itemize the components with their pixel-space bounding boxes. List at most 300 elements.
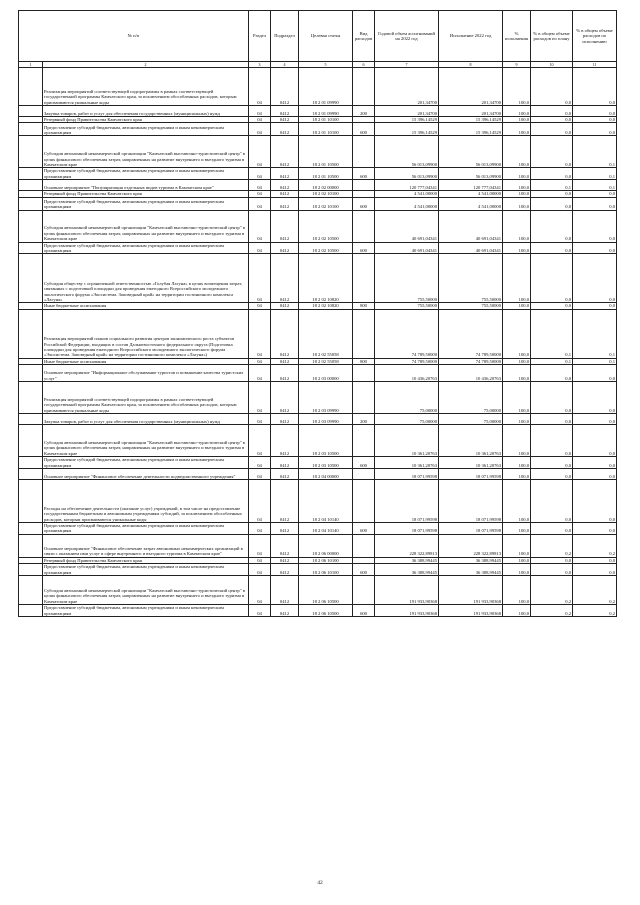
row-target-article: 18 2 03 10500 <box>299 425 353 457</box>
row-podrazdel: 0412 <box>271 414 299 425</box>
table-row <box>19 457 617 469</box>
table-row <box>19 523 617 535</box>
row-share-fact: 0,0 <box>573 68 617 106</box>
row-expense-type: 200 <box>353 414 375 425</box>
row-name: Субсидия автономной некоммерческой организации "Камчатский выставочно-туристический центр" в целях финансового обеспечения затрат, направленных на развитие внутреннего и въездного туризма в Камчатском крае <box>43 425 249 457</box>
row-razdel: 04 <box>249 534 271 557</box>
row-name: Субсидия автономной некоммерческой организации "Камчатский выставочно-туристический центр" в целях финансового обеспечения затрат, направленных на развитие внутреннего и въездного туризма в Камчатском крае <box>43 136 249 168</box>
header-share-fact: % в общем объеме расходов по исполнению <box>573 11 617 62</box>
row-share-plan: 0,0 <box>531 469 573 480</box>
row-podrazdel: 0412 <box>271 180 299 191</box>
row-name: Закупка товаров, работ и услуг для обеспечения государственных (муниципальных) нужд <box>43 414 249 425</box>
row-fact: 56 013,09900 <box>439 136 503 168</box>
column-number: 10 <box>531 62 573 68</box>
row-razdel: 04 <box>249 523 271 535</box>
row-razdel: 04 <box>249 242 271 254</box>
row-pct: 100,0 <box>503 210 531 242</box>
row-razdel: 04 <box>249 480 271 523</box>
row-pct: 100,0 <box>503 534 531 557</box>
table-row <box>19 68 617 106</box>
row-razdel: 04 <box>249 210 271 242</box>
row-pct: 100,0 <box>503 557 531 563</box>
table-row <box>19 106 617 117</box>
row-number-cell <box>19 576 43 605</box>
row-target-article: 18 2 02 55058 <box>299 309 353 358</box>
row-share-plan: 0,0 <box>531 425 573 457</box>
row-number-cell <box>19 180 43 191</box>
row-name: Реализация мероприятий соответствующей подпрограммы в рамках соответствующей государственной программы Камчатского края, за исключением обособленных расходов, которым присваиваются уникальные коды <box>43 382 249 414</box>
row-number-cell <box>19 106 43 117</box>
row-plan: 228 322,89813 <box>375 534 439 557</box>
row-razdel: 04 <box>249 191 271 197</box>
row-expense-type: 600 <box>353 523 375 535</box>
row-number-cell <box>19 365 43 382</box>
row-expense-type: 600 <box>353 457 375 469</box>
row-podrazdel: 0412 <box>271 68 299 106</box>
row-share-plan: 0,0 <box>531 414 573 425</box>
budget-table <box>18 10 617 617</box>
row-plan: 18 071,99598 <box>375 523 439 535</box>
row-expense-type <box>353 480 375 523</box>
row-razdel: 04 <box>249 68 271 106</box>
row-name: Основное мероприятие "Финансовое обеспечение затрат автономных некоммерческих организаций в связи с оказанием ими услуг в сфере внутреннего и въездного туризма в Камчатском крае" <box>43 534 249 557</box>
row-razdel: 04 <box>249 180 271 191</box>
table-row <box>19 605 617 617</box>
row-pct: 100,0 <box>503 197 531 210</box>
row-share-fact: 0,0 <box>573 197 617 210</box>
column-number: 4 <box>271 62 299 68</box>
row-share-fact: 0,0 <box>573 564 617 576</box>
row-pct: 100,0 <box>503 457 531 469</box>
row-razdel: 04 <box>249 605 271 617</box>
column-number: 8 <box>439 62 503 68</box>
row-share-plan: 0,0 <box>531 242 573 254</box>
row-podrazdel: 0412 <box>271 358 299 364</box>
row-target-article: 18 2 03 00000 <box>299 365 353 382</box>
row-razdel: 04 <box>249 136 271 168</box>
row-target-article: 18 2 02 10820 <box>299 303 353 309</box>
table-row <box>19 254 617 303</box>
row-pct: 100,0 <box>503 564 531 576</box>
row-share-plan: 0,2 <box>531 605 573 617</box>
row-share-plan: 0,1 <box>531 309 573 358</box>
header-pct: % исполнения <box>503 11 531 62</box>
row-name: Закупка товаров, работ и услуг для обеспечения государственных (муниципальных) нужд <box>43 106 249 117</box>
row-podrazdel: 0412 <box>271 210 299 242</box>
row-plan: 15 396,14529 <box>375 123 439 136</box>
column-number: 3 <box>249 62 271 68</box>
row-name: Предоставление субсидий бюджетным, автономным учреждениям и иным некоммерческим организациям <box>43 197 249 210</box>
row-pct: 100,0 <box>503 309 531 358</box>
row-expense-type: 600 <box>353 242 375 254</box>
row-number-cell <box>19 382 43 414</box>
row-razdel: 04 <box>249 414 271 425</box>
row-podrazdel: 0412 <box>271 117 299 123</box>
header-plan: Годовой объем ассигнований на 2022 год <box>375 11 439 62</box>
row-expense-type <box>353 136 375 168</box>
row-razdel: 04 <box>249 382 271 414</box>
row-podrazdel: 0412 <box>271 469 299 480</box>
row-target-article: 18 2 06 00000 <box>299 534 353 557</box>
column-number: 9 <box>503 62 531 68</box>
row-number-cell <box>19 605 43 617</box>
row-plan: 201,34700 <box>375 68 439 106</box>
row-podrazdel: 0412 <box>271 309 299 358</box>
row-pct: 100,0 <box>503 191 531 197</box>
row-plan: 4 541,00000 <box>375 191 439 197</box>
row-share-plan: 0,0 <box>531 557 573 563</box>
header-podrazdel: Подраздел <box>271 11 299 62</box>
row-name: Иные бюджетные ассигнования <box>43 303 249 309</box>
header-expense-type: Вид расходов <box>353 11 375 62</box>
row-target-article: 18 2 02 10500 <box>299 242 353 254</box>
column-number: 1 <box>19 62 43 68</box>
row-expense-type: 800 <box>353 303 375 309</box>
row-pct: 100,0 <box>503 303 531 309</box>
row-target-article: 18 2 04 10140 <box>299 523 353 535</box>
column-number: 7 <box>375 62 439 68</box>
row-podrazdel: 0412 <box>271 557 299 563</box>
row-razdel: 04 <box>249 168 271 180</box>
column-number: 5 <box>299 62 353 68</box>
header-num: № п/п <box>19 11 249 62</box>
row-share-fact: 0,0 <box>573 457 617 469</box>
row-pct: 100,0 <box>503 523 531 535</box>
row-name: Иные бюджетные ассигнования <box>43 358 249 364</box>
row-name: Основное мероприятие "Популяризация отдельных видов туризма в Камчатском крае" <box>43 180 249 191</box>
row-pct: 100,0 <box>503 414 531 425</box>
row-name: Резервный фонд Правительства Камчатского края <box>43 117 249 123</box>
row-name: Предоставление субсидий бюджетным, автономным учреждениям и иным некоммерческим организациям <box>43 123 249 136</box>
row-target-article: 18 2 01 09990 <box>299 68 353 106</box>
row-expense-type <box>353 382 375 414</box>
table-row <box>19 136 617 168</box>
row-podrazdel: 0412 <box>271 106 299 117</box>
row-target-article: 18 2 01 10500 <box>299 168 353 180</box>
row-pct: 100,0 <box>503 242 531 254</box>
row-expense-type <box>353 68 375 106</box>
row-expense-type <box>353 576 375 605</box>
row-expense-type: 600 <box>353 605 375 617</box>
row-podrazdel: 0412 <box>271 425 299 457</box>
row-expense-type: 600 <box>353 168 375 180</box>
row-share-fact: 0,0 <box>573 557 617 563</box>
row-fact: 74 789,50000 <box>439 309 503 358</box>
row-share-plan: 0,2 <box>531 576 573 605</box>
row-share-fact: 0,0 <box>573 480 617 523</box>
row-target-article: 18 2 03 10500 <box>299 457 353 469</box>
table-row <box>19 557 617 563</box>
row-name: Предоставление субсидий бюджетным, автономным учреждениям и иным некоммерческим организациям <box>43 564 249 576</box>
row-fact: 755,50000 <box>439 254 503 303</box>
row-target-article: 18 2 04 10140 <box>299 480 353 523</box>
column-number: 2 <box>43 62 249 68</box>
row-target-article: 18 2 02 10500 <box>299 210 353 242</box>
row-podrazdel: 0412 <box>271 457 299 469</box>
row-share-fact: 0,1 <box>573 358 617 364</box>
row-razdel: 04 <box>249 123 271 136</box>
row-razdel: 04 <box>249 469 271 480</box>
row-number-cell <box>19 197 43 210</box>
row-share-fact: 0,0 <box>573 123 617 136</box>
column-number: 11 <box>573 62 617 68</box>
row-number-cell <box>19 564 43 576</box>
row-fact: 4 541,00000 <box>439 197 503 210</box>
row-share-plan: 0,0 <box>531 197 573 210</box>
table-row <box>19 469 617 480</box>
row-pct: 100,0 <box>503 68 531 106</box>
table-row <box>19 242 617 254</box>
row-razdel: 04 <box>249 303 271 309</box>
row-name: Основное мероприятие "Информационное обслуживание туристов и повышение качества туристских услуг" <box>43 365 249 382</box>
row-fact: 4 541,00000 <box>439 191 503 197</box>
row-fact: 201,34700 <box>439 68 503 106</box>
row-target-article: 18 2 03 09990 <box>299 382 353 414</box>
row-pct: 100,0 <box>503 254 531 303</box>
row-number-cell <box>19 480 43 523</box>
row-fact: 40 691,04341 <box>439 242 503 254</box>
row-plan: 56 013,09900 <box>375 168 439 180</box>
row-plan: 36 388,99445 <box>375 557 439 563</box>
row-name: Субсидия обществу с ограниченной ответственностью «Голубая Лагуна» в целях возмещения затрат, связанных с подготовкой площадки для проведения ежегодного Всероссийского молодежного экологического форума «Экосистема. Заповедный край» на территории гостиничного комплекса «Лагуна» <box>43 254 249 303</box>
row-number-cell <box>19 136 43 168</box>
row-share-fact: 0,0 <box>573 523 617 535</box>
row-pct: 100,0 <box>503 136 531 168</box>
row-plan: 74 789,50000 <box>375 358 439 364</box>
row-share-plan: 0,0 <box>531 68 573 106</box>
row-number-cell <box>19 534 43 557</box>
table-row <box>19 210 617 242</box>
row-share-plan: 0,0 <box>531 457 573 469</box>
row-target-article: 18 2 01 10100 <box>299 123 353 136</box>
row-expense-type <box>353 309 375 358</box>
row-expense-type <box>353 180 375 191</box>
row-razdel: 04 <box>249 197 271 210</box>
row-expense-type: 600 <box>353 197 375 210</box>
row-fact: 755,50000 <box>439 303 503 309</box>
row-podrazdel: 0412 <box>271 254 299 303</box>
row-share-plan: 0,0 <box>531 365 573 382</box>
row-expense-type <box>353 534 375 557</box>
row-fact: 75,00000 <box>439 382 503 414</box>
header-razdel: Раздел <box>249 11 271 62</box>
row-plan: 75,00000 <box>375 382 439 414</box>
row-share-plan: 0,0 <box>531 136 573 168</box>
row-target-article: 18 2 01 10500 <box>299 136 353 168</box>
row-pct: 100,0 <box>503 106 531 117</box>
row-pct: 100,0 <box>503 365 531 382</box>
row-plan: 755,50000 <box>375 303 439 309</box>
row-plan: 191 933,90368 <box>375 576 439 605</box>
row-target-article: 18 2 04 00000 <box>299 469 353 480</box>
row-razdel: 04 <box>249 576 271 605</box>
row-share-plan: 0,0 <box>531 382 573 414</box>
row-plan: 755,50000 <box>375 254 439 303</box>
row-plan: 191 933,90368 <box>375 605 439 617</box>
row-share-plan: 0,0 <box>531 117 573 123</box>
row-share-plan: 0,0 <box>531 523 573 535</box>
row-podrazdel: 0412 <box>271 564 299 576</box>
table-row <box>19 425 617 457</box>
row-plan: 201,34700 <box>375 106 439 117</box>
row-number-cell <box>19 168 43 180</box>
row-target-article: 18 2 02 10100 <box>299 191 353 197</box>
row-number-cell <box>19 68 43 106</box>
row-name: Резервный фонд Правительства Камчатского края <box>43 191 249 197</box>
row-podrazdel: 0412 <box>271 136 299 168</box>
row-number-cell <box>19 523 43 535</box>
row-pct: 100,0 <box>503 605 531 617</box>
row-podrazdel: 0412 <box>271 605 299 617</box>
row-plan: 18 071,99598 <box>375 480 439 523</box>
row-fact: 10 361,20763 <box>439 425 503 457</box>
row-razdel: 04 <box>249 557 271 563</box>
row-fact: 120 777,04341 <box>439 180 503 191</box>
row-fact: 191 933,90368 <box>439 576 503 605</box>
row-pct: 100,0 <box>503 117 531 123</box>
row-razdel: 04 <box>249 117 271 123</box>
row-target-article: 18 2 02 10820 <box>299 254 353 303</box>
row-name: Предоставление субсидий бюджетным, автономным учреждениям и иным некоммерческим организациям <box>43 605 249 617</box>
row-target-article: 18 2 02 10100 <box>299 197 353 210</box>
row-pct: 100,0 <box>503 382 531 414</box>
row-share-plan: 0,0 <box>531 191 573 197</box>
row-name: Реализация мероприятий соответствующей подпрограммы в рамках соответствующей государственной программы Камчатского края, за исключением обособленных расходов, которым присваиваются уникальные коды <box>43 68 249 106</box>
row-share-fact: 0,0 <box>573 117 617 123</box>
row-razdel: 04 <box>249 254 271 303</box>
row-pct: 100,0 <box>503 123 531 136</box>
table-row <box>19 123 617 136</box>
row-pct: 100,0 <box>503 168 531 180</box>
row-plan: 10 436,20763 <box>375 365 439 382</box>
row-plan: 74 789,50000 <box>375 309 439 358</box>
row-number-cell <box>19 210 43 242</box>
row-target-article: 18 2 02 00000 <box>299 180 353 191</box>
row-share-plan: 0,0 <box>531 123 573 136</box>
row-podrazdel: 0412 <box>271 197 299 210</box>
row-share-plan: 0,0 <box>531 168 573 180</box>
row-plan: 40 691,04341 <box>375 210 439 242</box>
row-pct: 100,0 <box>503 576 531 605</box>
row-share-plan: 0,0 <box>531 254 573 303</box>
table-body <box>19 68 617 617</box>
row-number-cell <box>19 469 43 480</box>
row-name: Субсидия автономной некоммерческой организации "Камчатский выставочно-туристический центр" в целях финансового обеспечения затрат, направленных на развитие внутреннего и въездного туризма в Камчатском крае <box>43 210 249 242</box>
row-share-fact: 0,0 <box>573 242 617 254</box>
row-target-article: 18 2 06 10100 <box>299 557 353 563</box>
row-pct: 100,0 <box>503 469 531 480</box>
table-row <box>19 168 617 180</box>
column-number: 6 <box>353 62 375 68</box>
header-row <box>19 11 617 62</box>
row-share-fact: 0,2 <box>573 576 617 605</box>
row-name: Реализация мероприятий планов социального развития центров экономического роста субъектов Российской Федерации, входящих в состав Дальневосточного федерального округа (Подготовка площадки для проведения ежегодного Всероссийского молодежного экологического форума «Экосистема. Заповедный край» на территории гостиничного комплекса «Лагуна») <box>43 309 249 358</box>
header-share-plan: % в общем объеме расходов по плану <box>531 11 573 62</box>
row-podrazdel: 0412 <box>271 480 299 523</box>
row-share-fact: 0,1 <box>573 136 617 168</box>
row-share-fact: 0,1 <box>573 168 617 180</box>
row-share-plan: 0,1 <box>531 180 573 191</box>
header-target-article: Целевая статья <box>299 11 353 62</box>
header-fact: Исполнение 2022 год <box>439 11 503 62</box>
row-plan: 15 396,14529 <box>375 117 439 123</box>
row-fact: 36 388,99445 <box>439 557 503 563</box>
row-share-fact: 0,2 <box>573 605 617 617</box>
row-pct: 100,0 <box>503 425 531 457</box>
row-pct: 100,0 <box>503 180 531 191</box>
row-pct: 100,0 <box>503 358 531 364</box>
row-number-cell <box>19 309 43 358</box>
row-fact: 75,00000 <box>439 414 503 425</box>
row-fact: 18 071,99598 <box>439 523 503 535</box>
table-row <box>19 534 617 557</box>
page-number: 42 <box>317 880 323 886</box>
row-name: Субсидия автономной некоммерческой организации "Камчатский выставочно-туристический центр" в целях финансового обеспечения затрат, направленных на развитие внутреннего и въездного туризма в Камчатском крае <box>43 576 249 605</box>
row-plan: 4 541,00000 <box>375 197 439 210</box>
row-share-fact: 0,0 <box>573 106 617 117</box>
row-fact: 15 396,14529 <box>439 117 503 123</box>
row-podrazdel: 0412 <box>271 534 299 557</box>
row-target-article: 18 2 06 10500 <box>299 576 353 605</box>
row-expense-type <box>353 365 375 382</box>
table-row <box>19 480 617 523</box>
row-fact: 228 322,89813 <box>439 534 503 557</box>
row-podrazdel: 0412 <box>271 123 299 136</box>
row-name: Предоставление субсидий бюджетным, автономным учреждениям и иным некоммерческим организациям <box>43 168 249 180</box>
row-name: Предоставление субсидий бюджетным, автономным учреждениям и иным некоммерческим организациям <box>43 457 249 469</box>
row-share-fact: 0,1 <box>573 180 617 191</box>
row-expense-type <box>353 254 375 303</box>
table-row <box>19 576 617 605</box>
row-target-article: 18 2 01 10100 <box>299 117 353 123</box>
row-number-cell <box>19 414 43 425</box>
row-razdel: 04 <box>249 564 271 576</box>
row-share-fact: 0,0 <box>573 254 617 303</box>
row-podrazdel: 0412 <box>271 576 299 605</box>
row-target-article: 18 2 06 10100 <box>299 564 353 576</box>
row-razdel: 04 <box>249 358 271 364</box>
row-fact: 40 691,04341 <box>439 210 503 242</box>
row-fact: 201,34700 <box>439 106 503 117</box>
table-row <box>19 382 617 414</box>
row-share-plan: 0,0 <box>531 480 573 523</box>
row-expense-type: 600 <box>353 564 375 576</box>
row-razdel: 04 <box>249 457 271 469</box>
row-name: Резервный фонд Правительства Камчатского края <box>43 557 249 563</box>
row-share-fact: 0,0 <box>573 425 617 457</box>
row-number-cell <box>19 425 43 457</box>
row-share-fact: 0,1 <box>573 309 617 358</box>
row-name: Основное мероприятие "Финансовое обеспечение деятельности подведомственного учреждения" <box>43 469 249 480</box>
row-fact: 18 071,99598 <box>439 480 503 523</box>
row-share-plan: 0,2 <box>531 534 573 557</box>
row-plan: 56 013,09900 <box>375 136 439 168</box>
row-fact: 18 071,99598 <box>439 469 503 480</box>
row-fact: 74 789,50000 <box>439 358 503 364</box>
table-row <box>19 414 617 425</box>
row-fact: 10 436,20763 <box>439 365 503 382</box>
row-share-fact: 0,0 <box>573 469 617 480</box>
row-number-cell <box>19 123 43 136</box>
row-share-fact: 0,0 <box>573 191 617 197</box>
row-share-plan: 0,0 <box>531 106 573 117</box>
row-fact: 56 013,09900 <box>439 168 503 180</box>
row-target-article: 18 2 01 09990 <box>299 106 353 117</box>
row-podrazdel: 0412 <box>271 382 299 414</box>
table-row <box>19 564 617 576</box>
row-share-fact: 0,0 <box>573 365 617 382</box>
row-share-plan: 0,0 <box>531 303 573 309</box>
